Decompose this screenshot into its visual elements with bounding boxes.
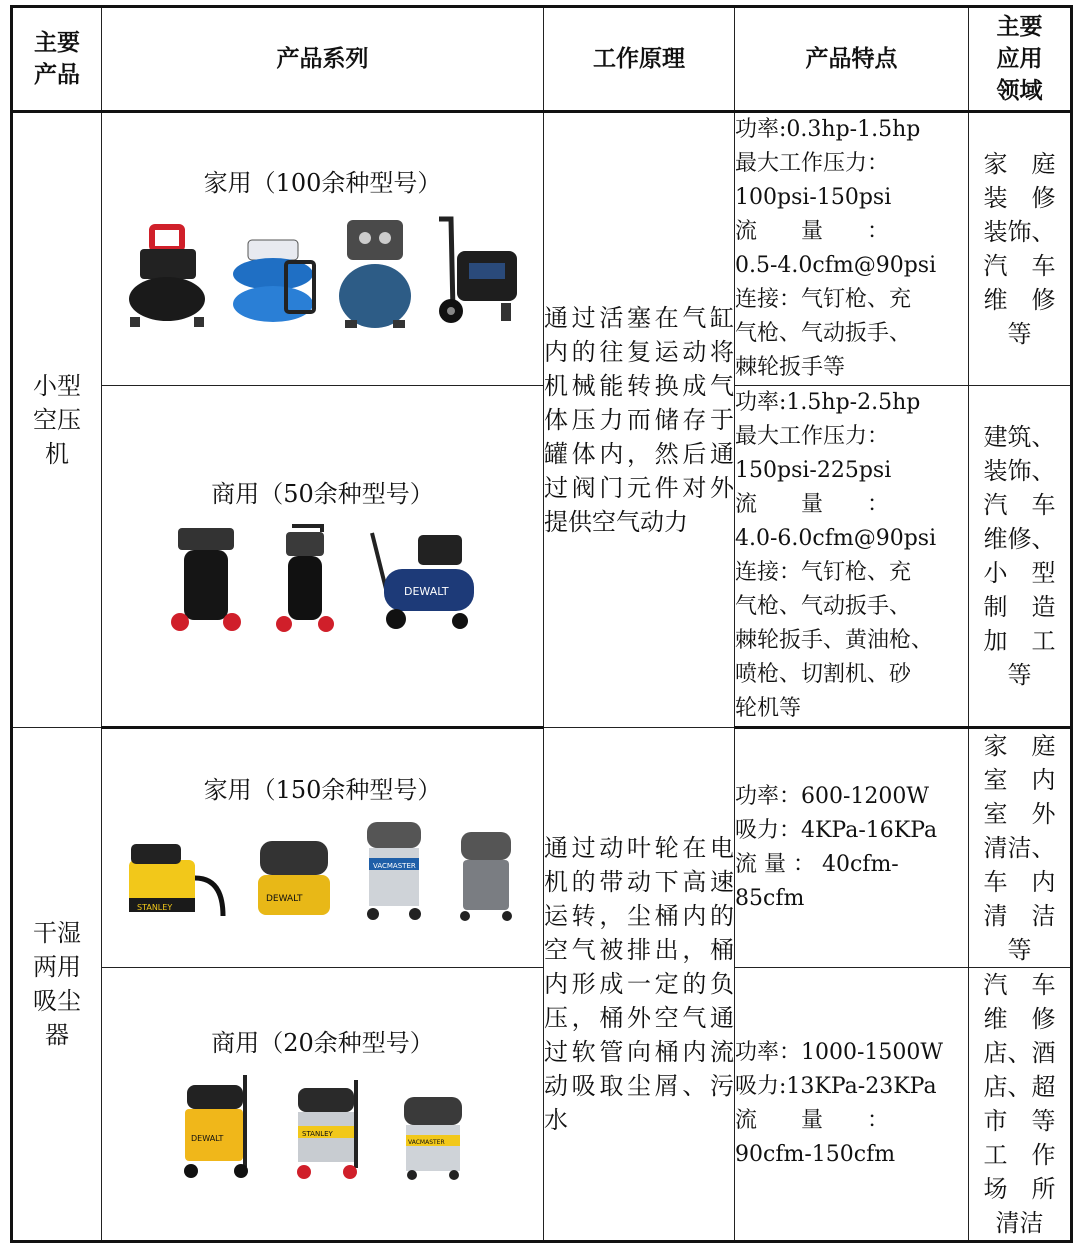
field-line: 维 修 bbox=[983, 286, 1056, 314]
grey-wet-dry-vac-icon bbox=[451, 828, 521, 923]
yellow-wet-dry-vac-icon bbox=[125, 838, 230, 923]
header-product bbox=[12, 7, 102, 112]
principle-vacuum: 通过动叶轮在电机的带动下高速运转，尘桶内的空气被排出，桶内形成一定的负压，桶外空气通过软管向桶内流动吸取尘屑、污水 bbox=[544, 728, 735, 1242]
table-row bbox=[12, 968, 1072, 1242]
stainless-cart-wet-dry-vac-icon bbox=[288, 1076, 368, 1181]
feature-line: 吸力:13KPa-23KPa bbox=[735, 1074, 937, 1099]
fields-cell bbox=[969, 968, 1072, 1242]
field-line: 维 修 bbox=[983, 1005, 1056, 1033]
field-line: 工 作 bbox=[983, 1141, 1056, 1169]
feature-line: 喷枪、切割机、砂 bbox=[735, 662, 912, 687]
category-vacuum-text: 干湿 两用 吸尘 器 bbox=[33, 919, 81, 1049]
series-cell bbox=[102, 386, 544, 728]
fields-cell bbox=[969, 112, 1072, 386]
feature-line: 吸力：4KPa-16KPa bbox=[735, 818, 938, 843]
field-line: 家 庭 bbox=[983, 150, 1056, 178]
features-cell bbox=[735, 728, 969, 968]
vertical-tank-compressor-icon bbox=[166, 524, 246, 634]
category-compressor-text: 小型 空压 机 bbox=[33, 372, 81, 468]
field-line: 室 外 bbox=[983, 800, 1056, 828]
feature-line: 气枪、气动扳手、 bbox=[735, 594, 912, 619]
field-line: 汽 车 bbox=[983, 252, 1056, 280]
field-line: 汽 车 bbox=[983, 971, 1056, 999]
product-images bbox=[102, 211, 543, 331]
series-cell bbox=[102, 968, 544, 1242]
field-line: 店、酒 bbox=[983, 1039, 1056, 1067]
field-line: 等 bbox=[1007, 661, 1032, 689]
pancake-compressor-red-handle-icon bbox=[122, 221, 212, 331]
wheeled-compressor-black-icon bbox=[429, 211, 524, 331]
field-line: 等 bbox=[1007, 320, 1032, 348]
field-line: 清 洁 bbox=[983, 902, 1056, 930]
feature-line: 气枪、气动扳手、 bbox=[735, 321, 912, 346]
feature-line: 棘轮扳手、黄油枪、 bbox=[735, 628, 934, 653]
feature-line: 0.5-4.0cfm@90psi bbox=[735, 253, 937, 278]
header-principle: 工作原理 bbox=[544, 7, 735, 112]
series-cell bbox=[102, 112, 544, 386]
features-cell bbox=[735, 112, 969, 386]
field-line: 市 等 bbox=[983, 1107, 1056, 1135]
yellow-cart-wet-dry-vac-icon bbox=[175, 1071, 260, 1181]
feature-line: 连接：气钉枪、充 bbox=[735, 560, 912, 585]
feature-line: 功率:1.5hp-2.5hp bbox=[735, 390, 921, 415]
header-product-text: 主要 产品 bbox=[34, 30, 80, 88]
yellow-drum-wet-dry-vac-icon bbox=[252, 833, 337, 923]
product-images bbox=[102, 1071, 543, 1181]
field-line: 建筑、 bbox=[983, 423, 1056, 451]
stainless-wet-dry-vac-icon bbox=[359, 818, 429, 923]
feature-line: 流 量 ： bbox=[735, 492, 890, 517]
feature-line: 最大工作压力： bbox=[735, 151, 890, 176]
product-brand-text: VACMASTER bbox=[372, 861, 416, 870]
product-brand-text: DEWALT bbox=[404, 585, 449, 598]
product-brand-text: STANLEY bbox=[301, 1130, 333, 1138]
feature-line: 4.0-6.0cfm@90psi bbox=[735, 526, 937, 551]
stainless-drum-wet-dry-vac-icon bbox=[396, 1091, 471, 1181]
field-line: 装饰、 bbox=[983, 457, 1056, 485]
field-line: 家 庭 bbox=[983, 732, 1056, 760]
fields-cell bbox=[969, 728, 1072, 968]
features-cell bbox=[735, 386, 969, 728]
vertical-tank-compressor-slim-icon bbox=[272, 522, 338, 634]
feature-line: 轮机等 bbox=[735, 696, 802, 721]
series-cell bbox=[102, 728, 544, 968]
feature-line: 90cfm-150cfm bbox=[735, 1142, 896, 1167]
feature-line: 150psi-225psi bbox=[735, 458, 892, 483]
product-brand-text: DEWALT bbox=[190, 1134, 223, 1143]
field-line: 装饰、 bbox=[983, 218, 1056, 246]
feature-line: 最大工作压力： bbox=[735, 424, 890, 449]
feature-line: 功率：600-1200W bbox=[735, 784, 930, 809]
series-label: 商用（50余种型号） bbox=[211, 480, 434, 508]
product-images bbox=[102, 818, 543, 923]
field-line: 清洁、 bbox=[983, 834, 1056, 862]
header-row bbox=[12, 7, 1072, 112]
field-line: 店、超 bbox=[983, 1073, 1056, 1101]
product-images bbox=[102, 522, 543, 634]
feature-line: 85cfm bbox=[735, 886, 805, 911]
table-row bbox=[12, 728, 1072, 968]
product-brand-text: STANLEY bbox=[136, 902, 172, 912]
horizontal-tank-blue-compressor-icon bbox=[364, 529, 479, 634]
series-label: 商用（20余种型号） bbox=[211, 1029, 434, 1057]
features-cell bbox=[735, 968, 969, 1242]
table-row bbox=[12, 386, 1072, 728]
series-label: 家用（150余种型号） bbox=[203, 775, 442, 804]
field-line: 清洁 bbox=[995, 1209, 1044, 1237]
table-row bbox=[12, 112, 1072, 386]
pancake-compressor-blue-icon bbox=[335, 216, 415, 331]
field-line: 维修、 bbox=[983, 525, 1056, 553]
twin-tank-blue-compressor-icon bbox=[226, 236, 321, 331]
field-line: 场 所 bbox=[983, 1175, 1056, 1203]
series-label: 家用（100余种型号） bbox=[203, 169, 442, 197]
product-table bbox=[10, 5, 1073, 1243]
category-vacuum bbox=[12, 728, 102, 1242]
feature-line: 流 量 ： bbox=[735, 219, 890, 244]
header-fields bbox=[969, 7, 1072, 112]
field-line: 车 内 bbox=[983, 868, 1056, 896]
field-line: 等 bbox=[1007, 936, 1032, 964]
principle-compressor: 通过活塞在气缸内的往复运动将机械能转换成气体压力而储存于罐体内，然后通过阀门元件对外提供空气动力 bbox=[544, 112, 735, 728]
category-compressor bbox=[12, 112, 102, 728]
product-brand-text: DEWALT bbox=[265, 893, 302, 904]
header-features: 产品特点 bbox=[735, 7, 969, 112]
feature-line: 流 量 ： bbox=[735, 1108, 890, 1133]
feature-line: 连接：气钉枪、充 bbox=[735, 287, 912, 312]
header-series: 产品系列 bbox=[102, 7, 544, 112]
field-line: 装 修 bbox=[983, 184, 1056, 212]
field-line: 汽 车 bbox=[983, 491, 1056, 519]
feature-line: 功率：1000-1500W bbox=[735, 1040, 944, 1065]
feature-line: 流 量 ： 40cfm- bbox=[735, 852, 899, 877]
field-line: 室 内 bbox=[983, 766, 1056, 794]
product-brand-text: VACMASTER bbox=[407, 1139, 445, 1146]
header-fields-text: 主要 应用 领域 bbox=[996, 14, 1043, 104]
feature-line: 功率:0.3hp-1.5hp bbox=[735, 117, 921, 142]
fields-cell bbox=[969, 386, 1072, 728]
field-line: 小 型 bbox=[983, 559, 1056, 587]
field-line: 加 工 bbox=[983, 627, 1056, 655]
feature-line: 棘轮扳手等 bbox=[735, 355, 846, 380]
field-line: 制 造 bbox=[983, 593, 1056, 621]
feature-line: 100psi-150psi bbox=[735, 185, 892, 210]
